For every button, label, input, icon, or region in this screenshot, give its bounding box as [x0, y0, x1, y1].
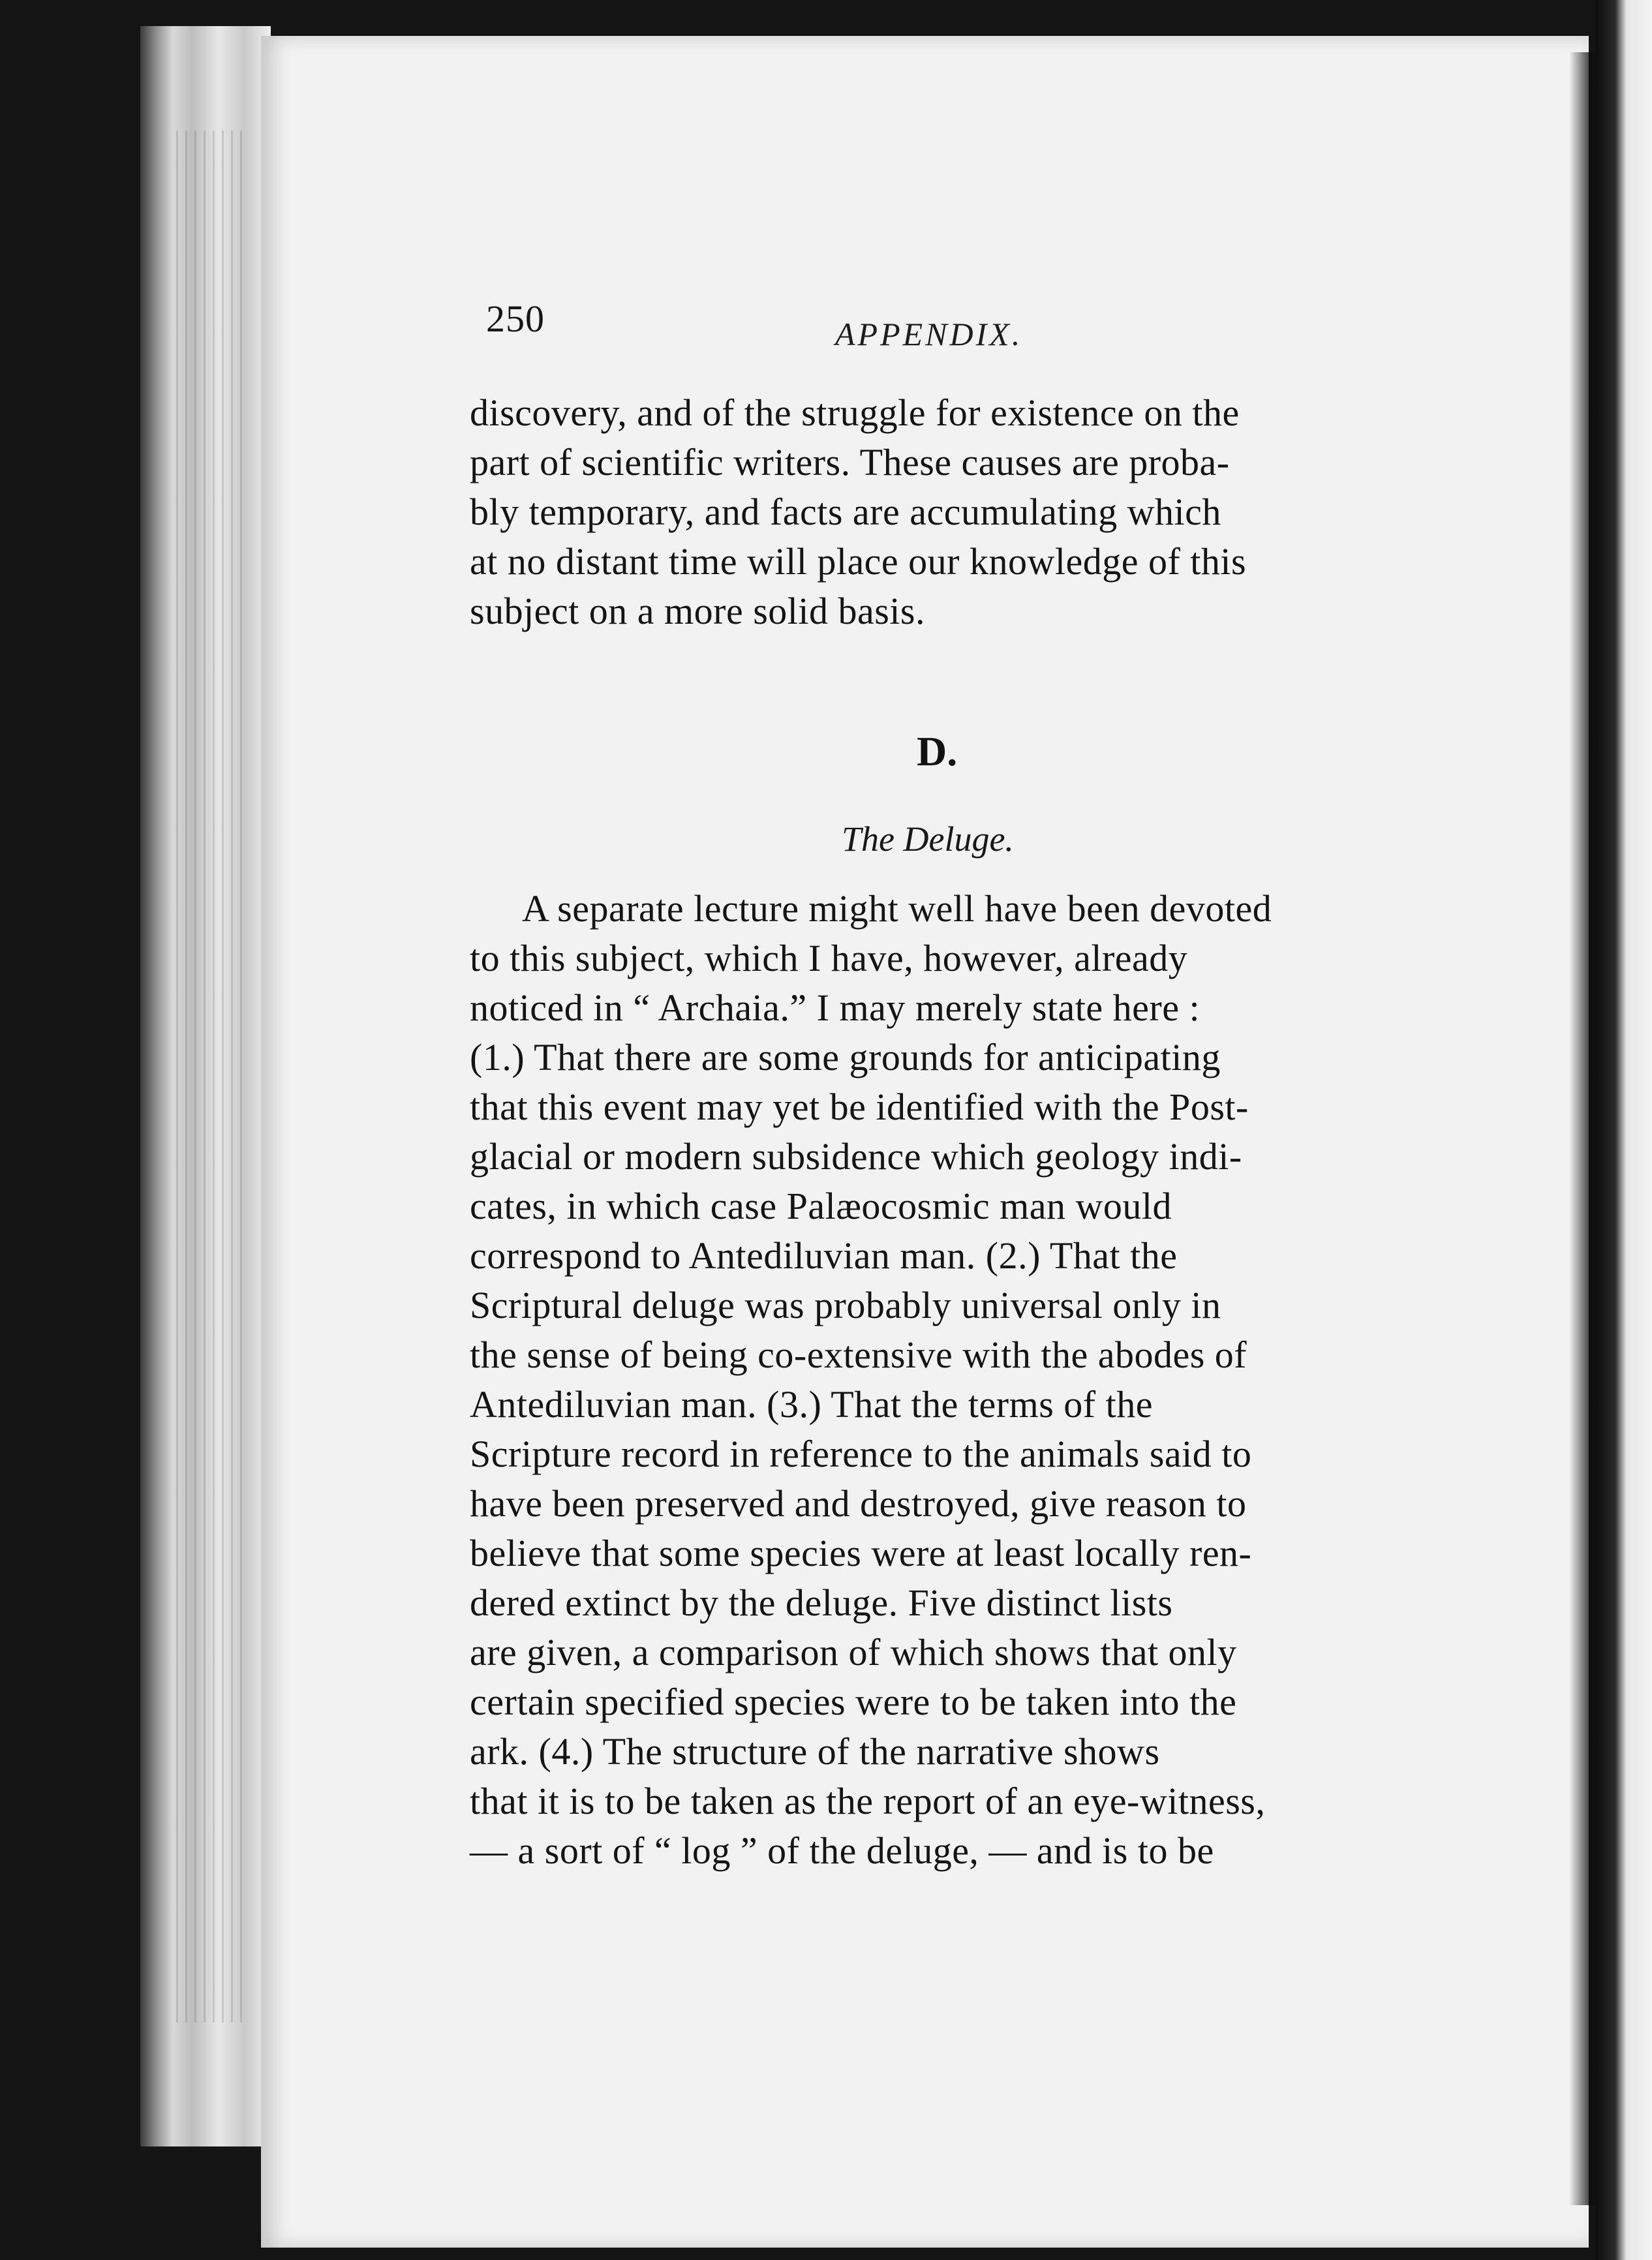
text-line: have been preserved and destroyed, give reason to — [470, 1482, 1247, 1525]
text-line: believe that some species were at least locally ren- — [470, 1532, 1252, 1574]
text-line: — a sort of “ log ” of the deluge, — and is to be — [470, 1829, 1214, 1872]
text-line: Scripture record in reference to the animals said to — [470, 1433, 1252, 1475]
text-line: (1.) That there are some grounds for anticipating — [470, 1036, 1221, 1078]
text-line: subject on a more solid basis. — [470, 590, 926, 632]
text-line: dered extinct by the deluge. Five distinct lists — [470, 1581, 1173, 1624]
text-line: that it is to be taken as the report of an eye-witness, — [470, 1780, 1266, 1822]
text-line: discovery, and of the struggle for existence on the — [470, 391, 1240, 434]
facing-page-edge — [1595, 0, 1652, 2260]
book-page-edge-lines — [176, 130, 248, 2023]
text-line: the sense of being co-extensive with the abodes of — [470, 1334, 1247, 1376]
text-line: bly temporary, and facts are accumulating which — [470, 491, 1221, 533]
text-line: Scriptural deluge was probably universal only in — [470, 1284, 1221, 1326]
text-line: Antediluvian man. (3.) That the terms of the — [470, 1383, 1153, 1426]
section-letter: D. — [917, 728, 958, 774]
text-line: at no distant time will place our knowledge of this — [470, 540, 1247, 583]
text-line: noticed in “ Archaia.” I may merely state here : — [470, 986, 1201, 1029]
text-line: that this event may yet be identified with the Post- — [470, 1086, 1249, 1128]
continuation-paragraph — [470, 388, 1403, 636]
text-line: cates, in which case Palæocosmic man would — [470, 1185, 1172, 1227]
text-line: to this subject, which I have, however, already — [470, 937, 1188, 979]
text-line: A separate lecture might well have been devoted — [522, 887, 1272, 930]
text-line: certain specified species were to be taken into the — [470, 1681, 1237, 1723]
running-head: APPENDIX. — [835, 316, 1023, 352]
text-line: are given, a comparison of which shows that only — [470, 1631, 1237, 1673]
body-paragraph — [470, 884, 1403, 1876]
gutter-shadow — [1569, 52, 1595, 2205]
text-line: ark. (4.) The structure of the narrative shows — [470, 1730, 1160, 1773]
page-header — [486, 290, 1400, 356]
text-line: part of scientific writers. These causes are proba- — [470, 441, 1230, 483]
text-line: correspond to Antediluvian man. (2.) That the — [470, 1234, 1178, 1277]
text-line: glacial or modern subsidence which geology indi- — [470, 1135, 1242, 1178]
section-title: The Deluge. — [842, 819, 1014, 859]
page-number: 250 — [486, 298, 545, 340]
